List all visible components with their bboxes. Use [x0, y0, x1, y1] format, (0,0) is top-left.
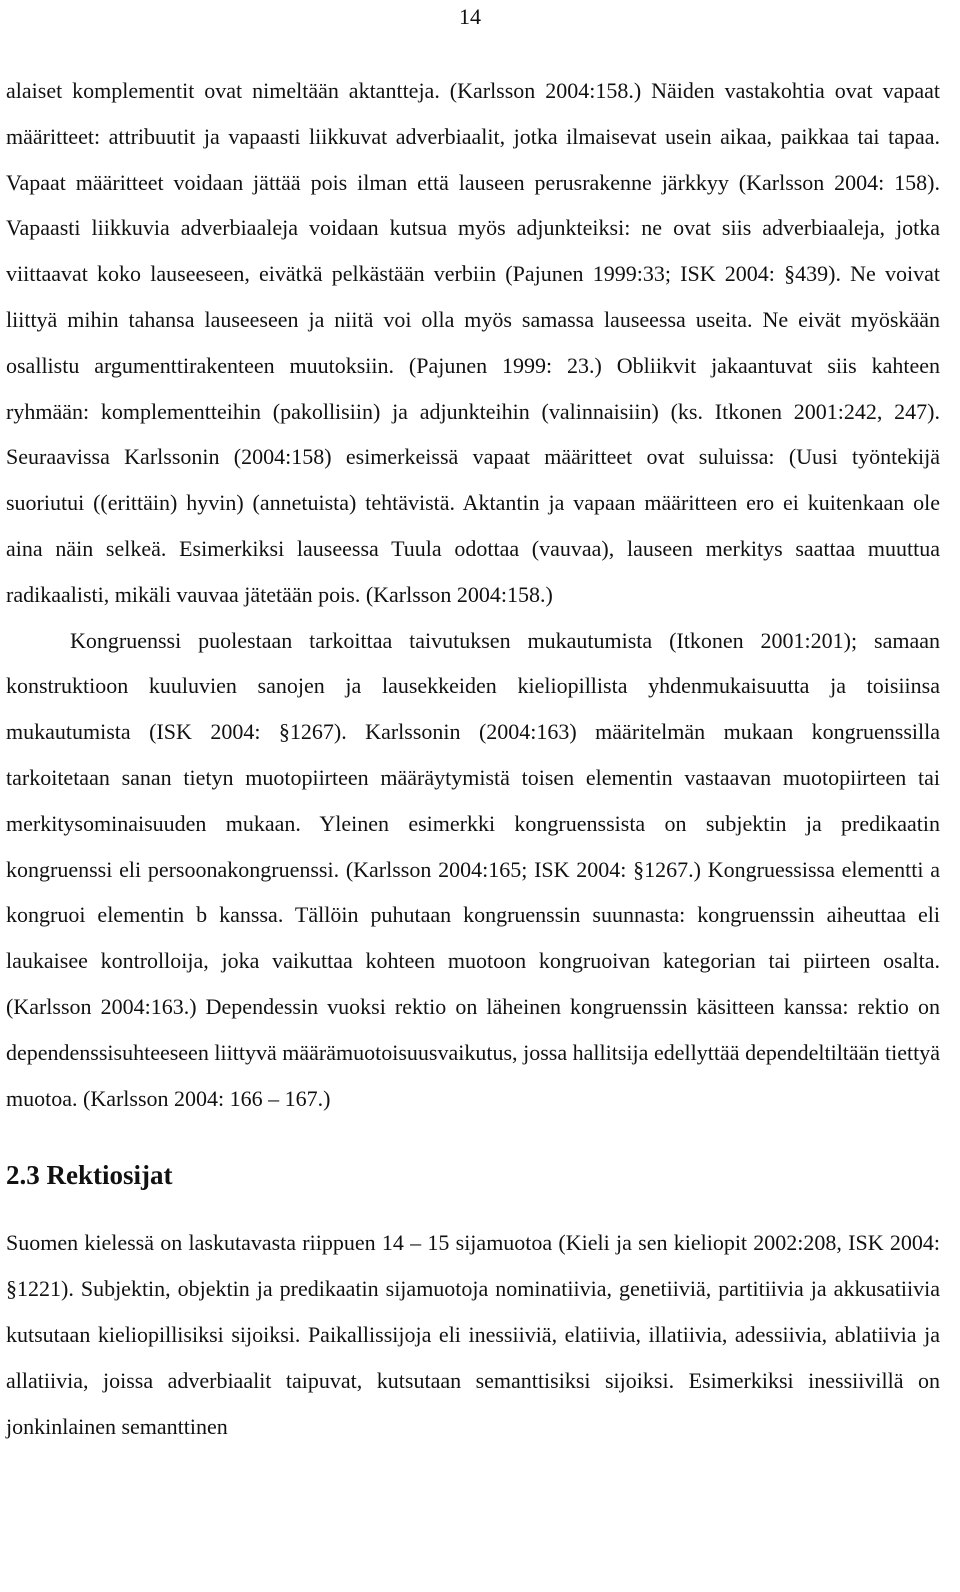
paragraph-aktantit: alaiset komplementit ovat nimeltään aktantteja. (Karlsson 2004:158.) Näiden vastakohtia ovat vapaat määritteet: attribuutit ja vapaasti liikkuvat adverbiaalit, jotka ilmaisevat usein aikaa, paikkaa tai tapaa. Vapaat määritteet voidaan jättää pois ilman että lauseen perusrakenne järkkyy (Karlsson 2004: 158). Vapaasti liikkuvia adverbiaaleja voidaan kutsua myös adjunkteiksi: ne ovat siis adverbiaaleja, jotka viittaavat koko lauseeseen, eivätkä pelkästään verbiin (Pajunen 1999:33; ISK 2004: §439). Ne voivat liittyä mihin tahansa lauseeseen ja niitä voi olla myös samassa lauseessa useita. Ne eivät myöskään osallistu argumenttirakenteen muutoksiin. (Pajunen 1999: 23.) Obliikvit jakaantuvat siis kahteen ryhmään: komplementteihin (pakollisiin) ja adjunkteihin (valinnaisiin) (ks. Itkonen 2001:242, 247). Seuraavissa Karlssonin (2004:158) esimerkeissä vapaat määritteet ovat suluissa: (Uusi työntekijä suoriutui ((erittäin) hyvin) (annetuista) tehtävistä. Aktantin ja vapaan määritteen ero ei kuitenkaan ole aina näin selkeä. Esimerkiksi lauseessa Tuula odottaa (vauvaa), lauseen merkitys saattaa muuttua radikaalisti, mikäli vauvaa jätetään pois. (Karlsson 2004:158.): [6, 78, 940, 607]
paragraph-kongruenssi: Kongruenssi puolestaan tarkoittaa taivutuksen mukautumista (Itkonen 2001:201); samaan konstruktioon kuuluvien sanojen ja lausekkeiden kieliopillista yhdenmukaisuutta ja toisiinsa mukautumista (ISK 2004: §1267). Karlssonin (2004:163) määritelmän mukaan kongruenssilla tarkoitetaan sanan tietyn muotopiirteen määräytymistä toisen elementin vastaavan muotopiirteen tai merkitysominaisuuden mukaan. Yleinen esimerkki kongruenssista on subjektin ja predikaatin kongruenssi eli persoonakongruenssi. (Karlsson 2004:165; ISK 2004: §1267.) Kongruessissa elementti a kongruoi elementin b kanssa. Tällöin puhutaan kongruenssin suunnasta: kongruenssin aiheuttaa eli laukaisee kontrolloija, joka vaikuttaa kohteen muotoon kongruoivan kategorian tai piirteen osalta. (Karlsson 2004:163.) Dependessin vuoksi rektio on läheinen kongruenssin käsitteen kanssa: rektio on dependenssisuhteeseen liittyvä määrämuotoisuusvaikutus, jossa hallitsija edellyttää dependeltiltään tiettyä muotoa. (Karlsson 2004: 166 – 167.): [6, 627, 940, 1111]
section-heading: 2.3 Rektiosijat: [6, 1160, 173, 1191]
document-body: [6, 68, 940, 1449]
paragraph-sijamuodot: Suomen kielessä on laskutavasta riippuen 14 – 15 sijamuotoa (Kieli ja sen kieliopit 2002:208, ISK 2004: §1221). Subjektin, objektin ja predikaatin sijamuotoja nominatiivia, genetiiviä, partitiivia ja akkusatiivia kutsutaan kieliopillisiksi sijoiksi. Paikallissijoja eli inessiiviä, elatiivia, illatiivia, adessiivia, ablatiivia ja allatiivia, joissa adverbiaalit taipuvat, kutsutaan semanttisiksi sijoiksi. Esimerkiksi inessiivillä on jonkinlainen semanttinen: [6, 1230, 940, 1439]
page-number: 14: [459, 4, 481, 29]
